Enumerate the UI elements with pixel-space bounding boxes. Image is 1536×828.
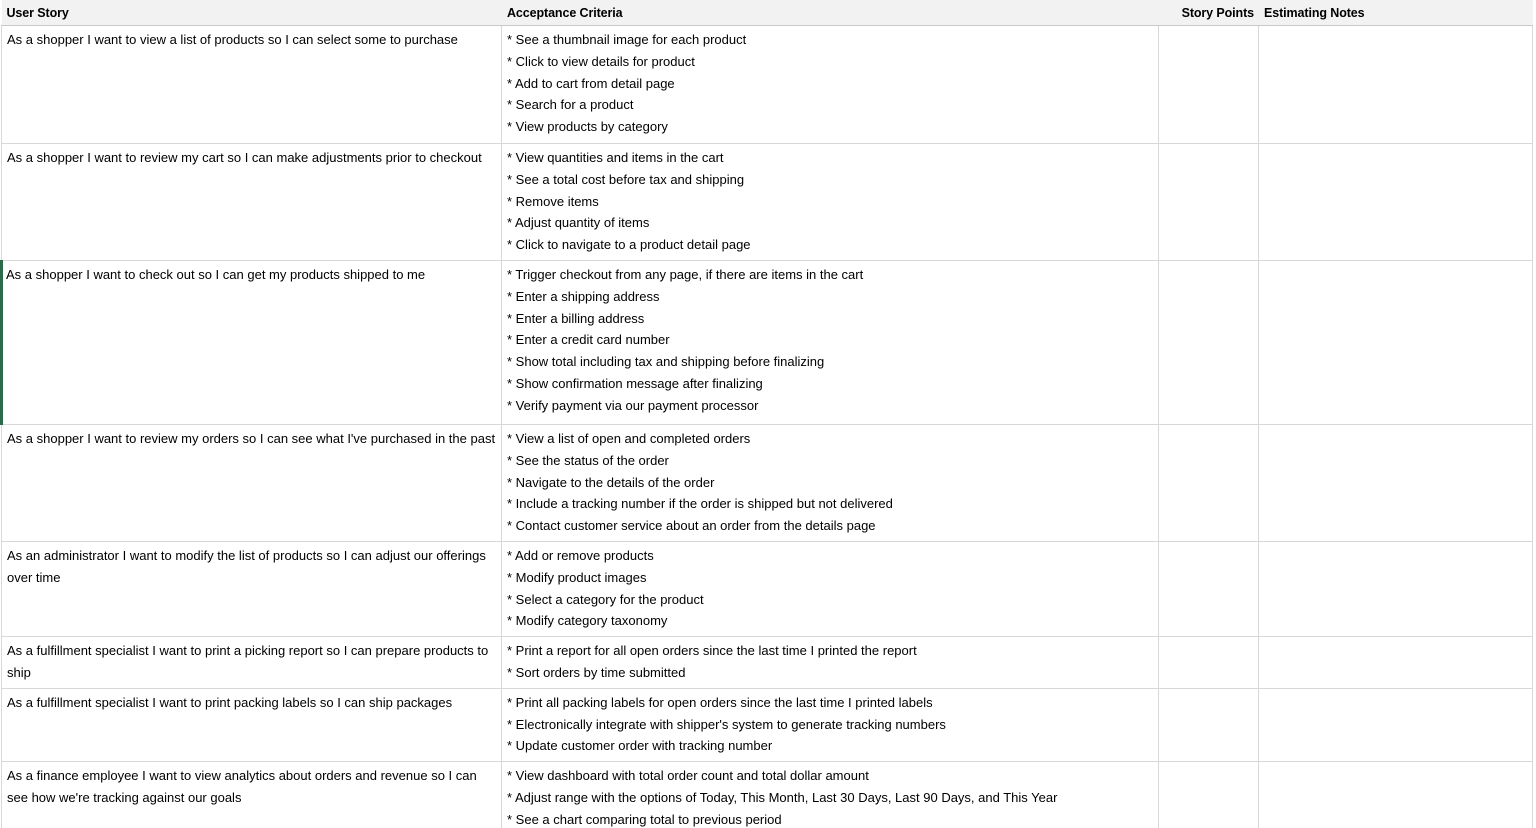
acceptance-criteria-item: * Include a tracking number if the order is shipped but not delivered xyxy=(507,496,893,512)
cell-acceptance-criteria[interactable] xyxy=(502,542,1159,637)
table-row[interactable] xyxy=(2,26,1533,144)
table-row[interactable] xyxy=(2,688,1533,761)
cell-estimating-notes[interactable] xyxy=(1259,762,1533,828)
table-row[interactable] xyxy=(2,144,1533,261)
acceptance-criteria-item: * Electronically integrate with shipper's system to generate tracking numbers xyxy=(507,716,946,732)
acceptance-criteria-item: * Print all packing labels for open orders since the last time I printed labels xyxy=(507,694,933,710)
cell-user-story[interactable]: As a shopper I want to view a list of products so I can select some to purchase xyxy=(2,26,502,144)
cell-story-points[interactable] xyxy=(1159,26,1259,144)
cell-story-points[interactable] xyxy=(1159,688,1259,761)
cell-story-points[interactable] xyxy=(1159,637,1259,689)
acceptance-criteria-item: * Print a report for all open orders since the last time I printed the report xyxy=(507,643,917,659)
cell-user-story[interactable]: As a fulfillment specialist I want to print a picking report so I can prepare products to ship xyxy=(2,637,502,689)
column-header-estimating-notes[interactable]: Estimating Notes xyxy=(1259,0,1533,26)
acceptance-criteria-item: * Show confirmation message after finalizing xyxy=(507,375,763,391)
acceptance-criteria-item: * Show total including tax and shipping before finalizing xyxy=(507,354,825,370)
cell-estimating-notes[interactable] xyxy=(1259,26,1533,144)
cell-acceptance-criteria[interactable] xyxy=(502,26,1159,144)
acceptance-criteria-item: * Add or remove products xyxy=(507,548,654,563)
table-row[interactable] xyxy=(2,542,1533,637)
acceptance-criteria-item: * Add to cart from detail page xyxy=(507,75,675,91)
acceptance-criteria-item: * Contact customer service about an order from the details page xyxy=(507,518,876,534)
cell-user-story[interactable]: As a fulfillment specialist I want to print packing labels so I can ship packages xyxy=(2,688,502,761)
cell-estimating-notes[interactable] xyxy=(1259,425,1533,542)
acceptance-criteria-item: * Modify product images xyxy=(507,569,647,585)
acceptance-criteria-item: * Verify payment via our payment processor xyxy=(507,397,759,413)
cell-estimating-notes[interactable] xyxy=(1259,688,1533,761)
cell-story-points[interactable] xyxy=(1159,542,1259,637)
cell-user-story[interactable]: As a finance employee I want to view analytics about orders and revenue so I can see how we're tracking against our goals xyxy=(2,762,502,828)
cell-user-story[interactable]: As a shopper I want to review my orders so I can see what I've purchased in the past xyxy=(2,425,502,542)
acceptance-criteria-item: * See a total cost before tax and shipping xyxy=(507,171,745,187)
acceptance-criteria-item: * Search for a product xyxy=(507,97,634,113)
cell-user-story[interactable]: As a shopper I want to review my cart so I can make adjustments prior to checkout xyxy=(2,144,502,261)
cell-acceptance-criteria[interactable] xyxy=(502,425,1159,542)
table-body xyxy=(2,26,1533,828)
acceptance-criteria-item: * Trigger checkout from any page, if there are items in the cart xyxy=(507,267,864,282)
table-row[interactable] xyxy=(2,637,1533,689)
cell-estimating-notes[interactable] xyxy=(1259,542,1533,637)
acceptance-criteria-item: * See the status of the order xyxy=(507,452,669,468)
cell-acceptance-criteria[interactable] xyxy=(502,688,1159,761)
acceptance-criteria-item: * Enter a credit card number xyxy=(507,332,670,348)
cell-estimating-notes[interactable] xyxy=(1259,261,1533,425)
acceptance-criteria-item: * Enter a shipping address xyxy=(507,288,660,304)
table-row[interactable] xyxy=(2,425,1533,542)
acceptance-criteria-item: * See a chart comparing total to previous period xyxy=(507,811,782,827)
header-row xyxy=(2,0,1533,26)
acceptance-criteria-item: * Click to view details for product xyxy=(507,53,695,69)
acceptance-criteria-item: * See a thumbnail image for each product xyxy=(507,32,747,47)
acceptance-criteria-item: * View products by category xyxy=(507,119,668,135)
cell-estimating-notes[interactable] xyxy=(1259,637,1533,689)
table-row[interactable] xyxy=(2,261,1533,425)
acceptance-criteria-item: * Sort orders by time submitted xyxy=(507,664,686,680)
acceptance-criteria-item: * Remove items xyxy=(507,193,599,209)
table-header xyxy=(2,0,1533,26)
acceptance-criteria-item: * View dashboard with total order count and total dollar amount xyxy=(507,768,869,784)
cell-user-story[interactable]: As a shopper I want to check out so I can get my products shipped to me xyxy=(2,261,502,425)
cell-story-points[interactable] xyxy=(1159,261,1259,425)
acceptance-criteria-item: * Navigate to the details of the order xyxy=(507,474,715,490)
cell-story-points[interactable] xyxy=(1159,425,1259,542)
cell-acceptance-criteria[interactable] xyxy=(502,144,1159,261)
acceptance-criteria-item: * Modify category taxonomy xyxy=(507,613,668,629)
cell-user-story[interactable]: As an administrator I want to modify the list of products so I can adjust our offerings over time xyxy=(2,542,502,637)
cell-story-points[interactable] xyxy=(1159,144,1259,261)
column-header-story-points[interactable]: Story Points xyxy=(1159,0,1259,26)
cell-estimating-notes[interactable] xyxy=(1259,144,1533,261)
acceptance-criteria-item: * View a list of open and completed orders xyxy=(507,431,751,446)
cell-story-points[interactable] xyxy=(1159,762,1259,828)
acceptance-criteria-item: * Adjust range with the options of Today, This Month, Last 30 Days, Last 90 Days, and This Year xyxy=(507,789,1058,805)
cell-acceptance-criteria[interactable] xyxy=(502,637,1159,689)
table-row[interactable] xyxy=(2,762,1533,828)
acceptance-criteria-item: * Adjust quantity of items xyxy=(507,215,650,231)
acceptance-criteria-item: * Enter a billing address xyxy=(507,310,645,326)
column-header-user-story[interactable]: User Story xyxy=(2,0,502,26)
cell-acceptance-criteria[interactable] xyxy=(502,762,1159,828)
acceptance-criteria-item: * Click to navigate to a product detail page xyxy=(507,237,751,253)
cell-acceptance-criteria[interactable] xyxy=(502,261,1159,425)
acceptance-criteria-item: * Select a category for the product xyxy=(507,591,704,607)
acceptance-criteria-item: * Update customer order with tracking number xyxy=(507,738,773,754)
acceptance-criteria-item: * View quantities and items in the cart xyxy=(507,150,724,165)
column-header-acceptance-criteria[interactable]: Acceptance Criteria xyxy=(502,0,1159,26)
